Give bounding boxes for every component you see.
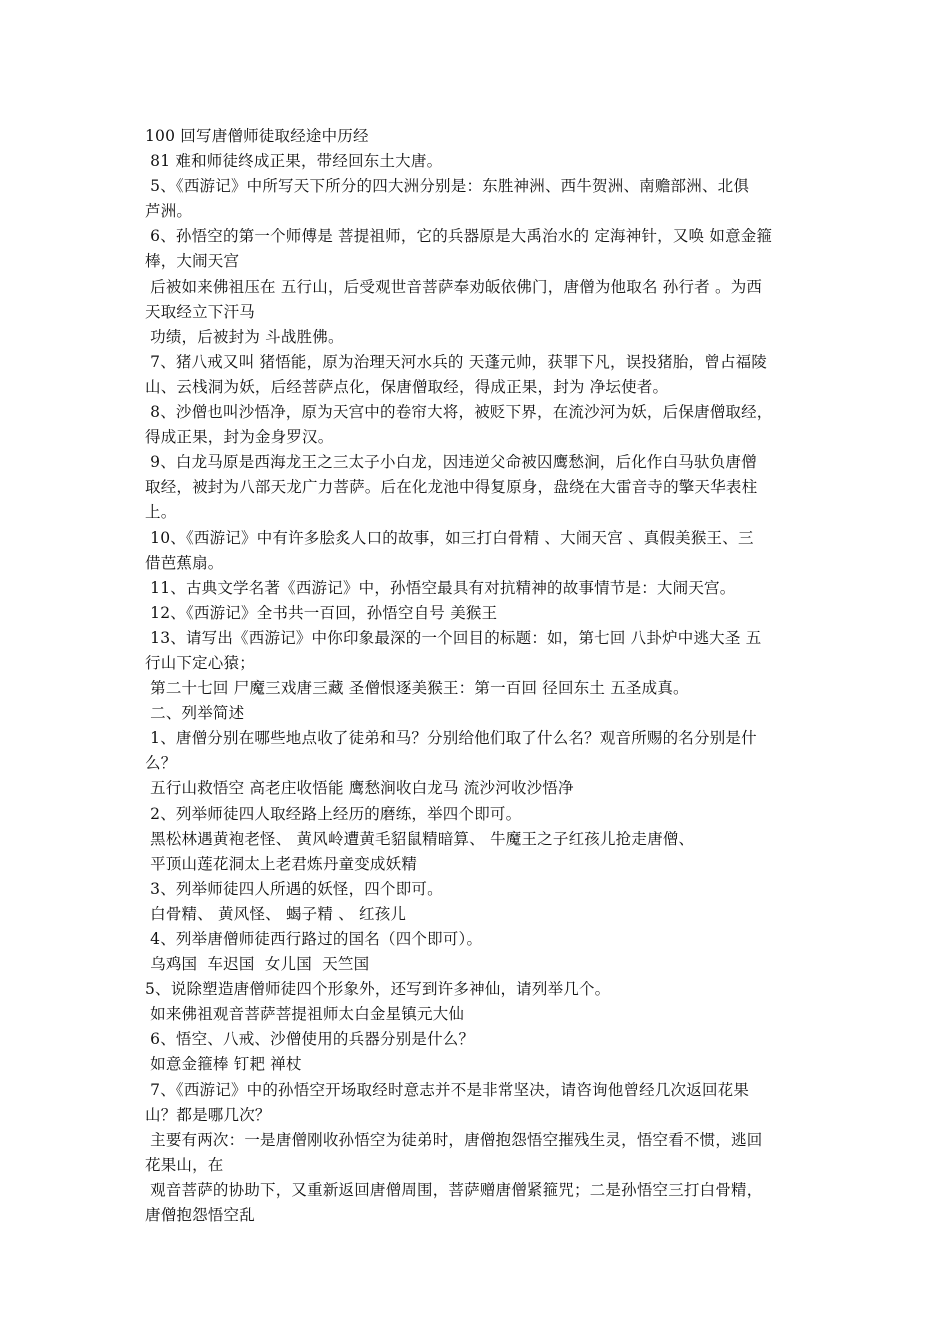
text-line: 黑松林遇黄袍老怪、 黄风岭遭黄毛貂鼠精暗算、 牛魔王之子红孩儿抢走唐僧、 [145, 829, 695, 848]
text-line: 平顶山莲花洞太上老君炼丹童变成妖精 [145, 854, 418, 873]
text-line: 10、《西游记》中有许多脍炙人口的故事，如三打白骨精 、大闹天宫 、真假美猴王、三 [145, 528, 754, 547]
text-line: 9、白龙马原是西海龙王之三太子小白龙，因违逆父命被囚鹰愁涧，后化作白马驮负唐僧 [145, 453, 757, 472]
text-line: 五行山救悟空 高老庄收悟能 鹰愁涧收白龙马 流沙河收沙悟净 [145, 779, 574, 798]
document-text-body [145, 124, 817, 1228]
text-line: 如来佛祖观音菩萨菩提祖师太白金星镇元大仙 [145, 1005, 465, 1024]
text-line: 功绩，后被封为 斗战胜佛。 [145, 327, 344, 346]
text-line: 12、《西游记》全书共一百回，孙悟空自号 美猴王 [145, 603, 498, 622]
text-line: 7、《西游记》中的孙悟空开场取经时意志并不是非常坚决，请咨询他曾经几次返回花果 [145, 1080, 750, 1099]
text-line: 2、列举师徒四人取经路上经历的磨练，举四个即可。 [145, 804, 522, 823]
text-line: 6、孙悟空的第一个师傅是 菩提祖师，它的兵器原是大禹治水的 定海神针，又唤 如意金箍 [145, 227, 773, 246]
text-line: 取经，被封为八部天龙广力菩萨。后在化龙池中得复原身，盘绕在大雷音寺的擎天华表柱 [145, 478, 758, 497]
text-line: 81 难和师徒终成正果，带经回东土大唐。 [145, 152, 443, 171]
section-heading: 二、列举简述 [145, 704, 245, 723]
text-line: 4、列举唐僧师徒西行路过的国名（四个即可）。 [145, 930, 483, 948]
text-line: 5、《西游记》中所写天下所分的四大洲分别是：东胜神洲、西牛贺洲、南赡部洲、北俱 [145, 177, 750, 196]
text-line: 山、云栈洞为妖，后经菩萨点化，保唐僧取经，得成正果，封为 净坛使者。 [145, 377, 669, 396]
text-line: 观音菩萨的协助下，又重新返回唐僧周围，菩萨赠唐僧紧箍咒；二是孙悟空三打白骨精， [145, 1180, 763, 1199]
text-line: 3、列举师徒四人所遇的妖怪，四个即可。 [145, 879, 443, 898]
text-line: 5、说除塑造唐僧师徒四个形象外，还写到许多神仙，请列举几个。 [145, 980, 611, 999]
text-line: 100 回写唐僧师徒取经途中历经 [145, 127, 369, 145]
text-line: 7、猪八戒又叫 猪悟能，原为治理天河水兵的 天蓬元帅，获罪下凡，误投猪胎，曾占福陵 [145, 352, 768, 371]
text-line: 唐僧抱怨悟空乱 [145, 1206, 255, 1225]
text-line: 行山下定心猿； [145, 653, 255, 672]
text-line: 8、沙僧也叫沙悟净，原为天宫中的卷帘大将，被贬下界，在流沙河为妖，后保唐僧取经， [145, 403, 773, 422]
text-line: 乌鸡国 车迟国 女儿国 天竺国 [145, 955, 370, 974]
text-line: 1、唐僧分别在哪些地点收了徒弟和马？分别给他们取了什么名？观音所赐的名分别是什 [145, 729, 757, 748]
text-line: 如意金箍棒 钉耙 禅杖 [145, 1055, 302, 1074]
text-line: 第二十七回 尸魔三戏唐三藏 圣僧恨逐美猴王：第一百回 径回东土 五圣成真。 [145, 679, 689, 698]
text-line: 主要有两次：一是唐僧刚收孙悟空为徒弟时，唐僧抱怨悟空摧残生灵，悟空看不惯，逃回 [145, 1130, 763, 1149]
text-line: 6、悟空、八戒、沙僧使用的兵器分别是什么？ [145, 1030, 475, 1049]
text-line: 13、请写出《西游记》中你印象最深的一个回目的标题：如，第七回 八卦炉中逃大圣 五 [145, 628, 762, 647]
text-line: 后被如来佛祖压在 五行山，后受观世音菩萨奉劝皈依佛门，唐僧为他取名 孙行者 。为西 [145, 277, 763, 296]
text-line: 天取经立下汗马 [145, 302, 255, 321]
text-line: 白骨精、 黄风怪、 蝎子精 、 红孩儿 [145, 904, 407, 923]
text-line: 山？都是哪几次？ [145, 1105, 271, 1124]
text-line: 得成正果，封为金身罗汉。 [145, 428, 334, 447]
text-line: 借芭蕉扇。 [145, 553, 224, 572]
text-line: 花果山，在 [145, 1155, 224, 1174]
text-line: 么？ [145, 754, 177, 773]
text-line: 芦洲。 [145, 202, 193, 221]
text-line: 棒，大闹天宫 [145, 252, 240, 271]
text-line: 11、古典文学名著《西游记》中，孙悟空最具有对抗精神的故事情节是：大闹天宫。 [145, 578, 736, 597]
text-line: 上。 [145, 503, 177, 522]
